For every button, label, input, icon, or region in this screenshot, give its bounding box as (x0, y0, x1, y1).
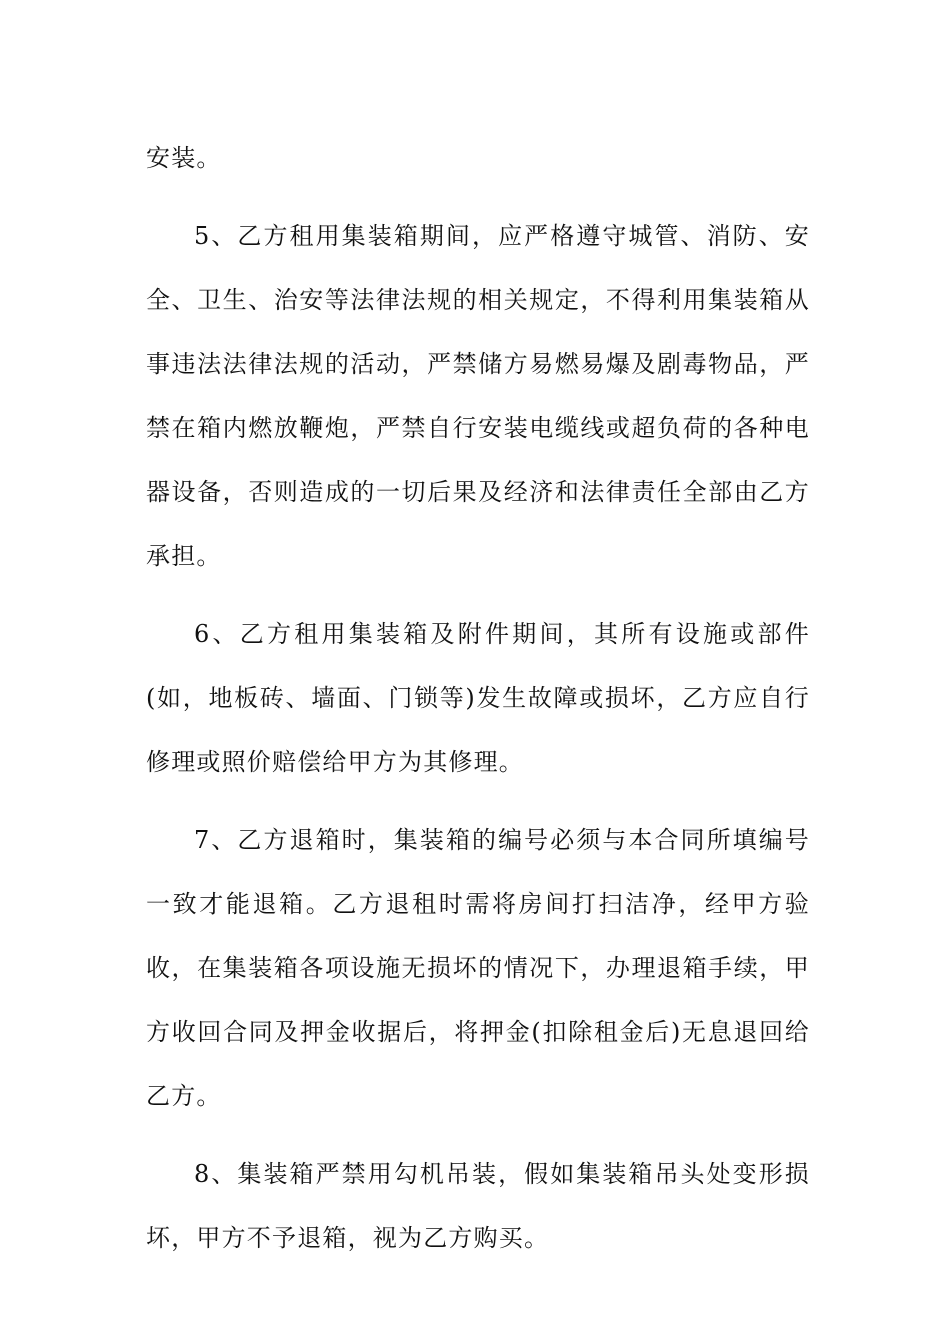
paragraph-clause-8: 8、集装箱严禁用勾机吊装，假如集装箱吊头处变形损坏，甲方不予退箱，视为乙方购买。 (146, 1160, 810, 1252)
paragraph-continuation: 安装。 (146, 144, 222, 172)
paragraph-clause-6: 6、乙方租用集装箱及附件期间，其所有设施或部件(如，地板砖、墙面、门锁等)发生故障或损坏，乙方应自行修理或照价赔偿给甲方为其修理。 (146, 620, 810, 776)
document-body (146, 126, 810, 1284)
paragraph-clause-5: 5、乙方租用集装箱期间，应严格遵守城管、消防、安全、卫生、治安等法律法规的相关规定，不得利用集装箱从事违法法律法规的活动，严禁储方易燃易爆及剧毒物品，严禁在箱内燃放鞭炮，严禁自行安装电缆线或超负荷的各种电器设备，否则造成的一切后果及经济和法律责任全部由乙方承担。 (146, 222, 810, 570)
paragraph-clause-7: 7、乙方退箱时，集装箱的编号必须与本合同所填编号一致才能退箱。乙方退租时需将房间打扫洁净，经甲方验收，在集装箱各项设施无损坏的情况下，办理退箱手续，甲方收回合同及押金收据后，将押金(扣除租金后)无息退回给乙方。 (146, 826, 810, 1110)
